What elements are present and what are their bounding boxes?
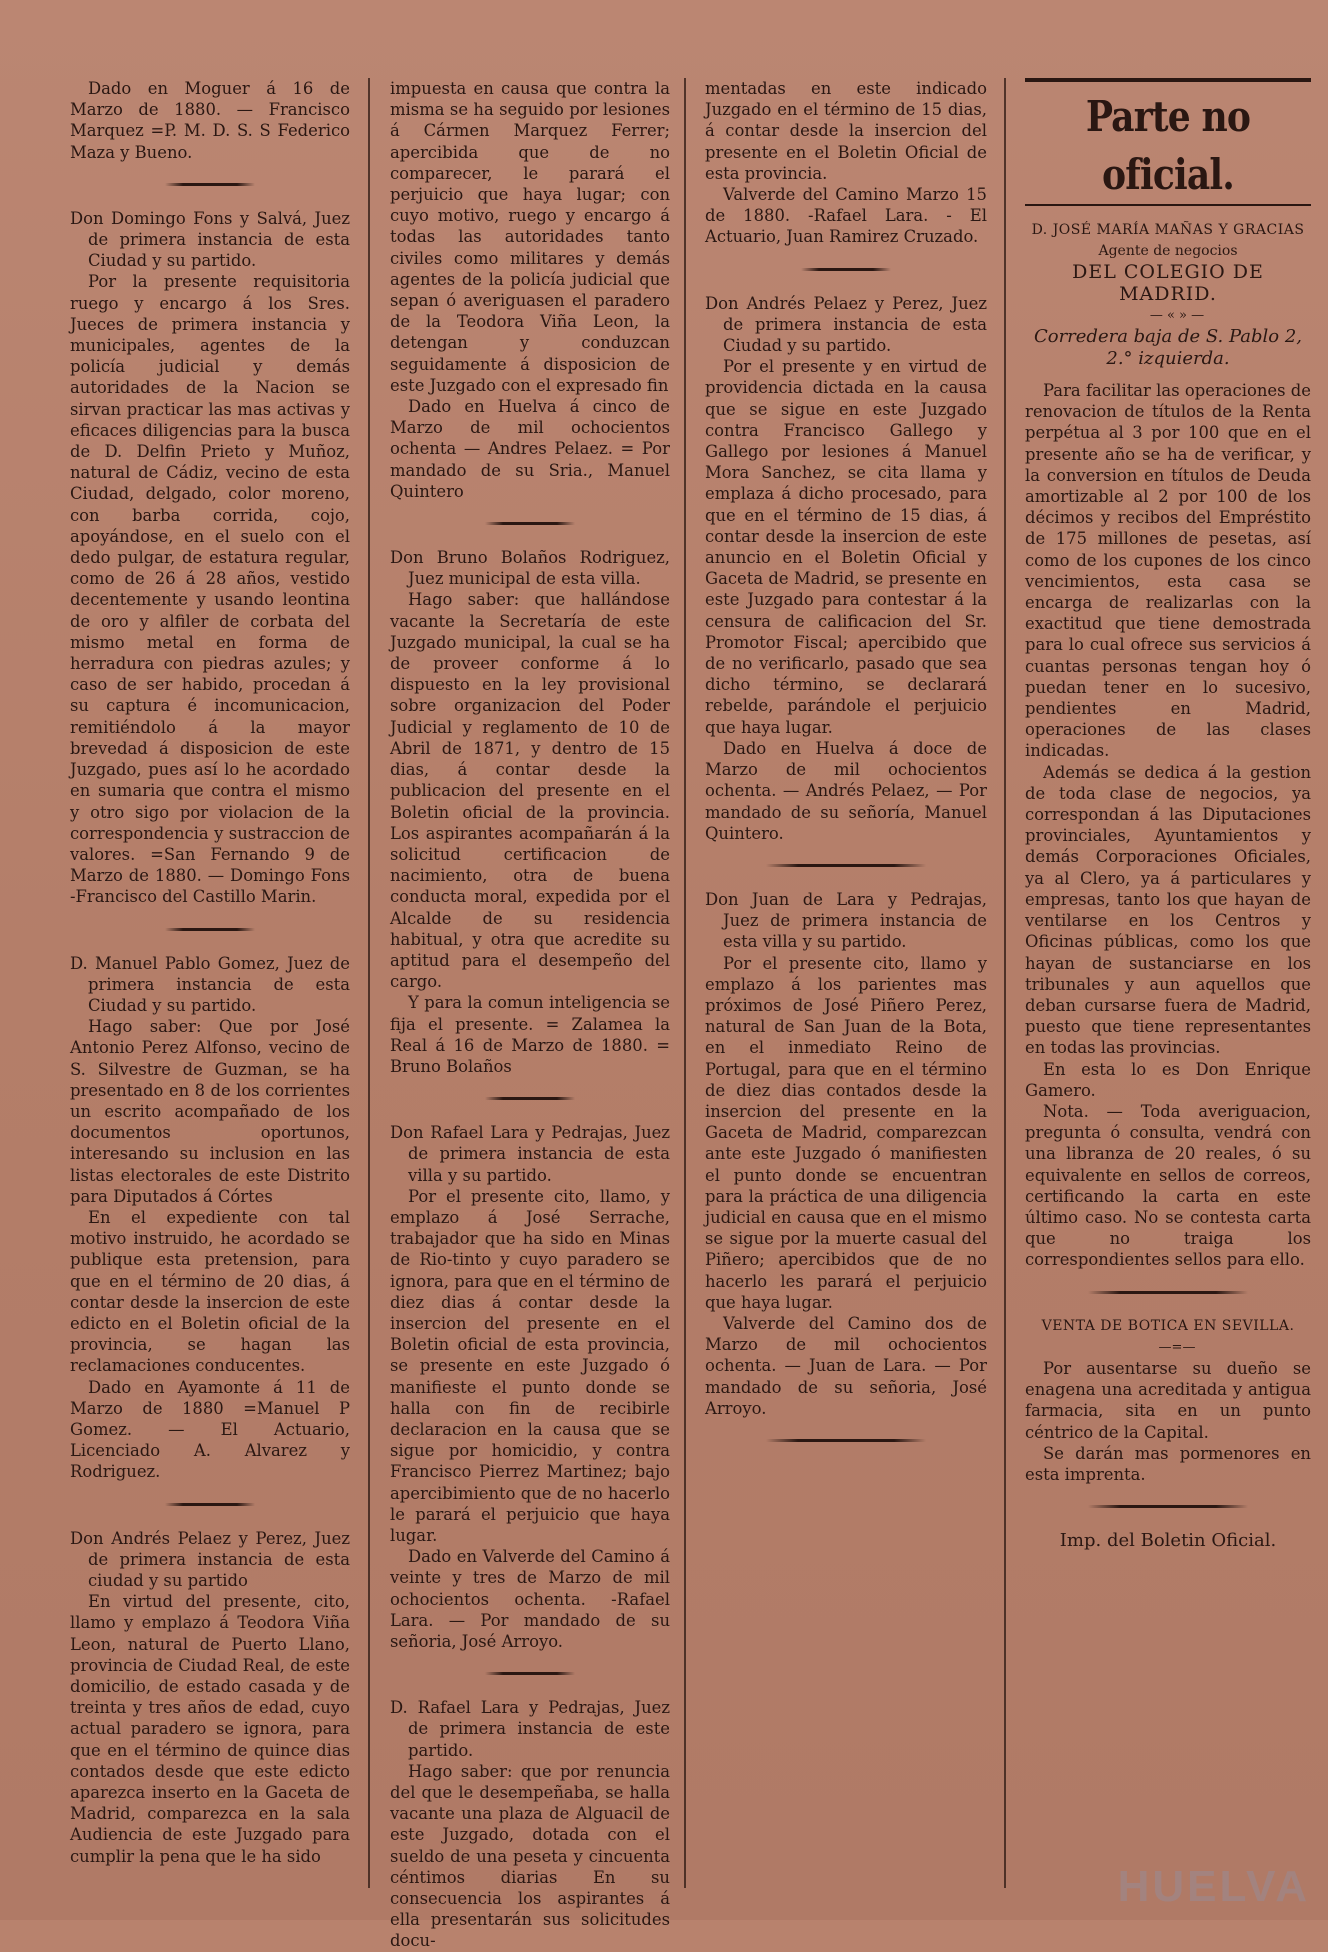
separator-rule xyxy=(766,864,926,867)
notice xyxy=(70,208,350,908)
notice xyxy=(705,293,987,844)
notice-paragraph: Por el presente y en virtud de providencia dictada en la causa que se sigue en este Juzgado contra Francisco Gallego y Gallego por lesiones á Manuel Mora Sanchez, se cita llama y emplaza á dicho procesado, para que en el término de 15 dias, á contar desde la insercion de este anuncio en el Boletin Oficial y Gaceta de Madrid, se presente en este Juzgado para contestar á la censura de calificacion del Sr. Promotor Fiscal; apercibido que de no verificarlo, pasado que sea dicho término, se declarará rebelde, parándole el perjuicio que haya lugar. xyxy=(705,357,987,737)
sale-paragraph: Se darán mas pormenores en esta imprenta. xyxy=(1025,1443,1311,1484)
advert-paragraph: Además se dedica á la gestion de toda clase de negocios, ya correspondan á las Diputaciones provinciales, Ayuntamientos y demás Corporaciones Oficiales, ya al Clero, ya á particulares y empresas, tanto los que hayan de ventilarse en los Centros y Oficinas públicas, como los que hayan de sustanciarse en los tribunales y aun aquellos que deban cursarse fuera de Madrid, puesto que tiene representantes en todas las provincias. xyxy=(1025,762,1311,1058)
notice-paragraph: Hago saber: que hallándose vacante la Secretaría de este Juzgado municipal, la cual se ha de proveer conforme á lo dispuesto en la ley provisional sobre organizacion del Poder Judicial y reglamento de 10 de Abril de 1871, y dentro de 15 dias, á contar desde la publicacion del presente en el Boletin oficial de la provincia. Los aspirantes acompañarán á la solicitud certificacion de nacimiento, otra de buena conducta moral, expedida por el Alcalde de su residencia habitual, y otra que acredite su aptitud para el desempeño del cargo. xyxy=(390,590,670,992)
agent-role: Agente de negocios xyxy=(1098,243,1238,260)
agent-college: DEL COLEGIO DE MADRID. xyxy=(1072,261,1264,305)
notice-paragraph: Dado en Valverde del Camino á veinte y tres de Marzo de mil ochocientos ochenta. -Rafael Lara. — Por mandado de su señoria, José Arroyo. xyxy=(390,1547,670,1652)
header-rule xyxy=(1025,78,1311,82)
advert-paragraph: Nota. — Toda averiguacion, pregunta ó consulta, vendrá con una libranza de 20 reales, ó su equivalente en sellos de correos, certificando la carta en este último caso. No se contesta carta que no traiga los correspondientes sellos para ello. xyxy=(1025,1101,1311,1270)
column-2 xyxy=(390,78,670,1952)
ornament: —=— xyxy=(1158,1339,1196,1355)
notice-heading: Don Bruno Bolaños Rodriguez, Juez municipal de esta villa. xyxy=(390,548,670,589)
header-rule xyxy=(1025,204,1311,206)
separator-rule xyxy=(165,928,255,931)
notice-heading: D. Manuel Pablo Gomez, Juez de primera instancia de esta Ciudad y su partido. xyxy=(70,953,350,1015)
separator-rule xyxy=(485,1672,575,1675)
separator-rule xyxy=(485,1097,575,1100)
notice-paragraph: Por el presente cito, llamo, y emplazo á José Serrache, trabajador que ha sido en Minas de Rio-tinto y cuyo paradero se ignora, para que en el término de diez dias á contar desde la insercion del presente en el Boletin oficial de esta provincia, se presente en este Juzgado ó manifieste el punto donde se halla con fin de recibirle declaracion en la causa que se sigue por homicidio, y contra Francisco Pierrez Martinez; bajo apercibimiento que de no hacerlo le parará el perjuicio que haya lugar. xyxy=(390,1186,670,1545)
notice xyxy=(70,1528,350,1867)
column-divider xyxy=(684,78,686,1888)
notice-paragraph: Y para la comun inteligencia se fija el presente. = Zalamea la Real á 16 de Marzo de 1880. = Bruno Bolaños xyxy=(390,993,670,1076)
notice-heading: Don Domingo Fons y Salvá, Juez de primera instancia de esta Ciudad y su partido. xyxy=(70,208,350,271)
notice xyxy=(390,1697,670,1951)
advert-paragraph: En esta lo es Don Enrique Gamero. xyxy=(1025,1059,1311,1100)
notice xyxy=(705,78,987,248)
column-4 xyxy=(1025,78,1311,1569)
sale-notice xyxy=(1025,1316,1311,1486)
notice xyxy=(390,78,670,502)
notice xyxy=(70,78,350,163)
notice-heading: Don Andrés Pelaez y Perez, Juez de primera instancia de esta Ciudad y su partido. xyxy=(705,293,987,356)
notice-paragraph: En virtud del presente, cito, llamo y emplazo á Teodora Viña Leon, natural de Puerto Llano, provincia de Ciudad Real, de este domicilio, de estado casada y de treinta y tres años de edad, cuyo actual paradero se ignora, para que en el término de quince dias contados desde que este edicto aparezca inserto en la Gaceta de Madrid, comparezca en la sala Audiencia de este Juzgado para cumplir la pena que le ha sido xyxy=(70,1592,350,1866)
column-divider xyxy=(1004,78,1006,1888)
sale-title: VENTA DE BOTICA EN SEVILLA. xyxy=(1041,1317,1295,1334)
section-title: Parte no oficial. xyxy=(1085,92,1251,199)
sale-paragraph: Por ausentarse su dueño se enagena una acreditada y antigua farmacia, sita en un punto céntrico de la Capital. xyxy=(1025,1358,1311,1442)
notice xyxy=(70,953,350,1483)
notice-heading: Don Rafael Lara y Pedrajas, Juez de primera instancia de esta villa y su partido. xyxy=(390,1123,670,1185)
notice-heading: Don Andrés Pelaez y Perez, Juez de primera instancia de esta ciudad y su partido xyxy=(70,1528,350,1590)
notice-paragraph: Dado en Huelva á cinco de Marzo de mil ochocientos ochenta — Andres Pelaez. = Por mandado de su Sria., Manuel Quintero xyxy=(390,397,670,501)
notice-paragraph: Hago saber: que por renuncia del que le desempeñaba, se halla vacante una plaza de Alguacil de este Juzgado, dotada con el sueldo de una peseta y cincuenta céntimos diarias En su consecuencia los aspirantes á ella presentarán sus solicitudes docu- xyxy=(390,1761,670,1951)
notice-heading: Don Juan de Lara y Pedrajas, Juez de primera instancia de esta villa y su partido. xyxy=(705,889,987,952)
separator-rule xyxy=(485,522,575,525)
notice xyxy=(390,1122,670,1652)
separator-rule xyxy=(165,183,255,186)
agent-name: D. JOSÉ MARÍA MAÑAS Y GRACIAS xyxy=(1031,222,1305,238)
notice-paragraph: Dado en Huelva á doce de Marzo de mil ochocientos ochenta. — Andrés Pelaez, — Por mandado de su señoría, Manuel Quintero. xyxy=(705,738,987,843)
notice-paragraph: impuesta en causa que contra la misma se ha seguido por lesiones á Cármen Marquez Ferrer; apercibida que de no comparecer, le parará el perjuicio que haya lugar; con cuyo motivo, ruego y encargo á todas las autoridades tanto civiles como militares y demás agentes de la policía judicial que sepan ó averiguasen el paradero de la Teodora Viña Leon, la detengan y conduzcan seguidamente á disposicion de este Juzgado con el expresado fin xyxy=(390,79,670,395)
column-3 xyxy=(705,78,987,1464)
notice xyxy=(390,547,670,1077)
notice-paragraph: mentadas en este indicado Juzgado en el término de 15 dias, á contar desde la insercion del presente en el Boletin Oficial de esta provincia. xyxy=(705,79,987,183)
notice-paragraph: En el expediente con tal motivo instruido, he acordado se publique esta pretension, para que en el término de 20 dias, á contar desde la insercion de este edicto en el Boletin oficial de la provincia, se hagan las reclamaciones conducentes. xyxy=(70,1207,350,1376)
separator-rule xyxy=(1088,1505,1248,1508)
advert-paragraph: Para facilitar las operaciones de renovacion de títulos de la Renta perpétua al 3 por 100 que en el presente año se ha de verificar, y la conversion en títulos de Deuda amortizable al 2 por 100 de los décimos y recibos del Empréstito de 175 millones de pesetas, así como de los cupones de los cinco vencimientos, esta casa se encarga de realizarlas con la exactitud que tiene demostrada para lo cual ofrece sus servicios á cuantas personas tengan hoy ó puedan tener en lo sucesivo, pendientes en Madrid, operaciones de las clases indicadas. xyxy=(1025,381,1311,761)
separator-rule xyxy=(165,1503,255,1506)
notice-paragraph: Dado en Moguer á 16 de Marzo de 1880. — Francisco Marquez =P. M. D. S. S Federico Maza y Bueno. xyxy=(70,79,350,162)
separator-rule xyxy=(1088,1291,1248,1294)
printer-imprint: Imp. del Boletin Oficial. xyxy=(1059,1530,1277,1552)
notice-paragraph: Hago saber: Que por José Antonio Perez Alfonso, vecino de S. Silvestre de Guzman, se ha presentado en 8 de los corrientes un escrito acompañado de los documentos oportunos, interesando su inclusion en las listas electorales de este Distrito para Diputados á Córtes xyxy=(70,1017,350,1206)
column-1 xyxy=(70,78,350,1867)
huelva-watermark: HUELVA xyxy=(1117,1862,1310,1911)
column-divider xyxy=(368,78,370,1888)
separator-rule xyxy=(801,268,891,271)
notice-heading: D. Rafael Lara y Pedrajas, Juez de primera instancia de este partido. xyxy=(390,1698,670,1760)
notice xyxy=(705,889,987,1419)
agent-address: Corredera baja de S. Pablo 2, 2.° izquierda. xyxy=(1033,326,1303,370)
notice-paragraph: Valverde del Camino dos de Marzo de mil ochocientos ochenta. — Juan de Lara. — Por mandado de su señoria, José Arroyo. xyxy=(705,1313,987,1418)
notice-paragraph: Por la presente requisitoria ruego y encargo á los Sres. Jueces de primera instancia y municipales, agentes de la policía judicial y demás autoridades de la Nacion se sirvan practicar las mas activas y eficaces diligencias para la busca de D. Delfin Prieto y Muñoz, natural de Cádiz, vecino de esta Ciudad, delgado, color moreno, con barba corrida, cojo, apoyándose, en el suelo con el dedo pulgar, de estatura regular, como de 26 á 28 años, vestido decentemente y usando leontina de oro y alfiler de corbata del mismo metal en forma de herradura con piedras azules; y caso de ser habido, procedan á su captura é incomunicacion, remitiéndolo á la mayor brevedad á disposicion de este Juzgado, pues así lo he acordado en sumaria que contra el mismo y otro sigo por violacion de la correspondencia y sustraccion de valores. =San Fernando 9 de Marzo de 1880. — Domingo Fons -Francisco del Castillo Marin. xyxy=(70,272,350,907)
notice-paragraph: Valverde del Camino Marzo 15 de 1880. -Rafael Lara. - El Actuario, Juan Ramirez Cruzado. xyxy=(705,185,987,247)
ornament: — « » — xyxy=(1149,307,1205,323)
notice-paragraph: Por el presente cito, llamo y emplazo á los parientes mas próximos de José Piñero Perez, natural de San Juan de la Bota, en el inmediato Reino de Portugal, para que en el término de diez dias contados desde la insercion del presente en la Gaceta de Madrid, comparezcan ante este Juzgado ó manifiesten el punto donde se encuentran para la práctica de una diligencia judicial en causa que en el mismo se sigue por la muerte casual del Piñero; apercibidos que de no hacerlo les parará el perjuicio que haya lugar. xyxy=(705,953,987,1312)
advertisement xyxy=(1025,220,1311,1271)
separator-rule xyxy=(766,1439,926,1442)
notice-paragraph: Dado en Ayamonte á 11 de Marzo de 1880 =Manuel P Gomez. — El Actuario, Licenciado A. Alvarez y Rodriguez. xyxy=(70,1377,350,1482)
